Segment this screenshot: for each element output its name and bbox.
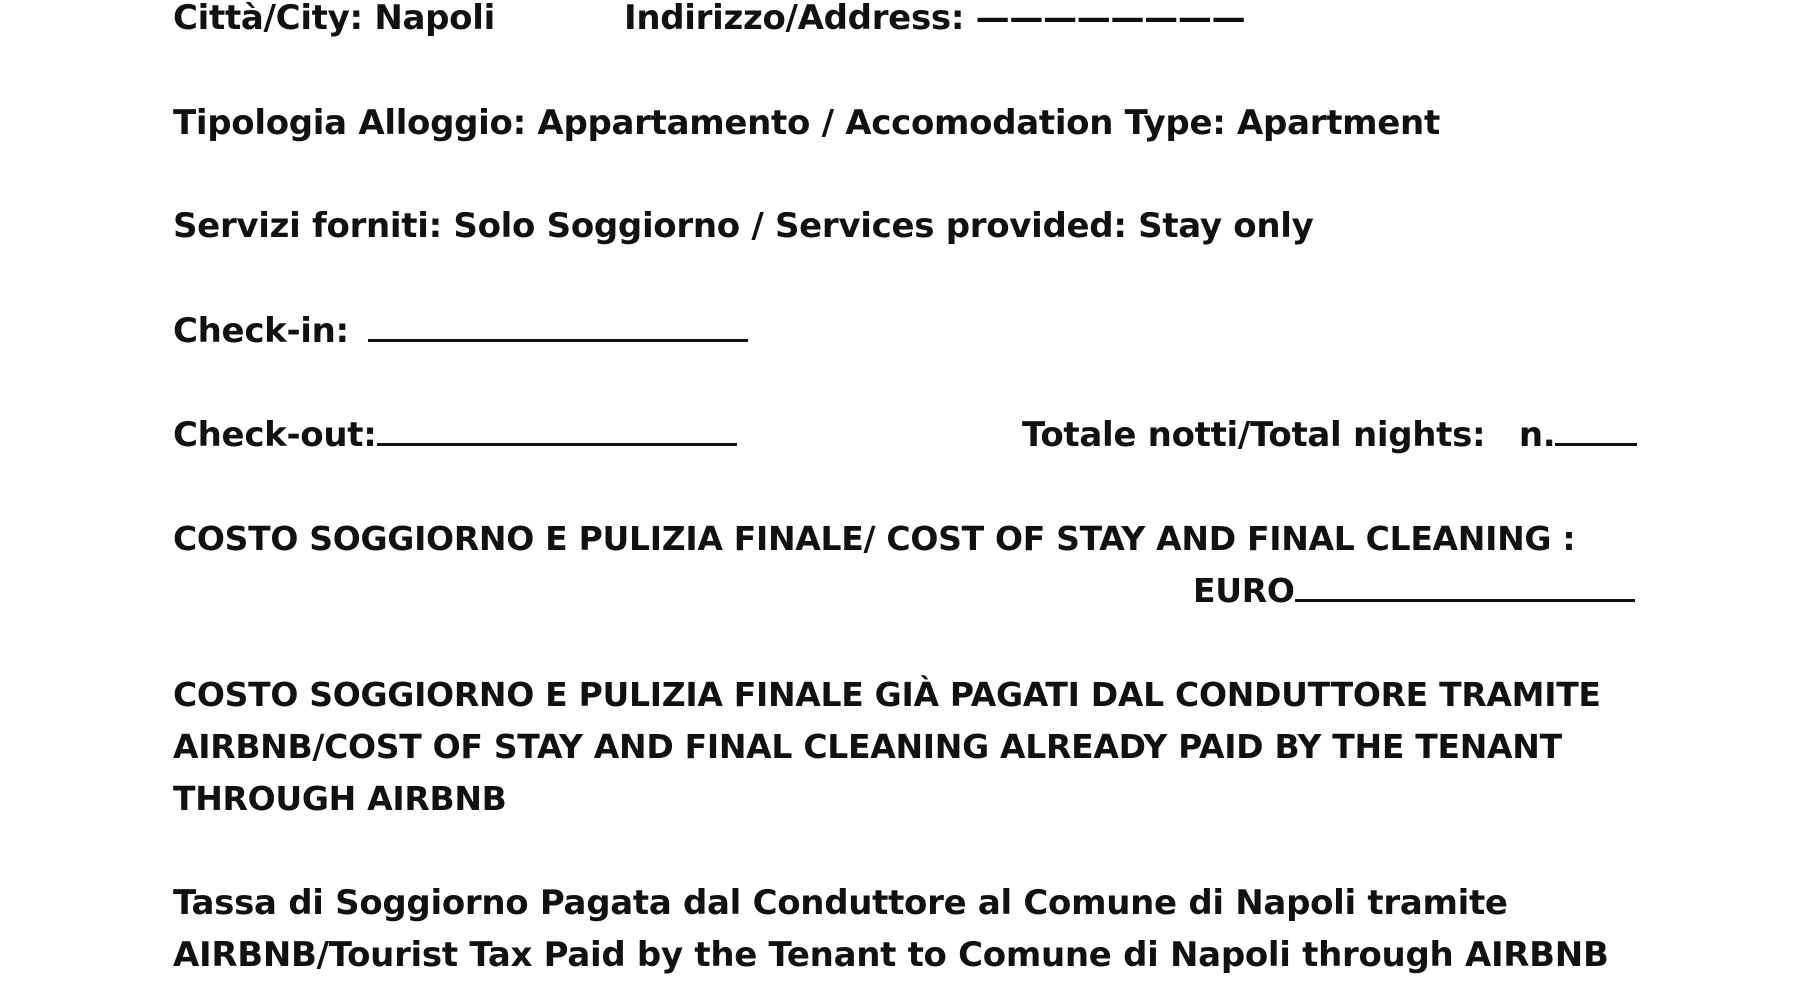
check-out-blank[interactable] [377, 413, 737, 446]
check-in-blank[interactable] [368, 309, 748, 342]
city-row [173, 0, 495, 44]
paid-notice-line-3: THROUGH AIRBNB [173, 779, 507, 818]
paid-notice-line-1: COSTO SOGGIORNO E PULIZIA FINALE GIÀ PAGATI DAL CONDUTTORE TRAMITE [173, 675, 1601, 714]
cost-amount-row [1193, 565, 1635, 617]
paid-notice-line-2: AIRBNB/COST OF STAY AND FINAL CLEANING ALREADY PAID BY THE TENANT [173, 727, 1562, 766]
address-row [624, 0, 1245, 44]
total-nights-prefix: n. [1518, 415, 1556, 455]
city-value: Napoli [374, 0, 495, 38]
check-out-row [173, 409, 737, 461]
total-nights-blank[interactable] [1555, 413, 1637, 446]
city-label: Città/City: [173, 0, 363, 38]
check-out-label: Check-out: [173, 415, 377, 455]
address-value: ———————— [975, 0, 1246, 38]
address-label: Indirizzo/Address: [624, 0, 965, 38]
check-in-label: Check-in: [173, 311, 349, 351]
cost-amount-blank[interactable] [1295, 569, 1635, 602]
check-in-row [173, 305, 748, 357]
total-nights-row [1022, 409, 1637, 461]
cost-label: COSTO SOGGIORNO E PULIZIA FINALE/ COST OF STAY AND FINAL CLEANING : [173, 519, 1576, 558]
total-nights-label: Totale notti/Total nights: [1022, 415, 1486, 455]
services-provided: Servizi forniti: Solo Soggiorno / Services provided: Stay only [173, 206, 1314, 246]
tax-notice-line-2: AIRBNB/Tourist Tax Paid by the Tenant to Comune di Napoli through AIRBNB [173, 935, 1609, 975]
accommodation-type: Tipologia Alloggio: Appartamento / Accomodation Type: Apartment [173, 103, 1440, 143]
cost-currency: EURO [1193, 571, 1295, 610]
tax-notice-line-1: Tassa di Soggiorno Pagata dal Conduttore al Comune di Napoli tramite [173, 883, 1508, 923]
